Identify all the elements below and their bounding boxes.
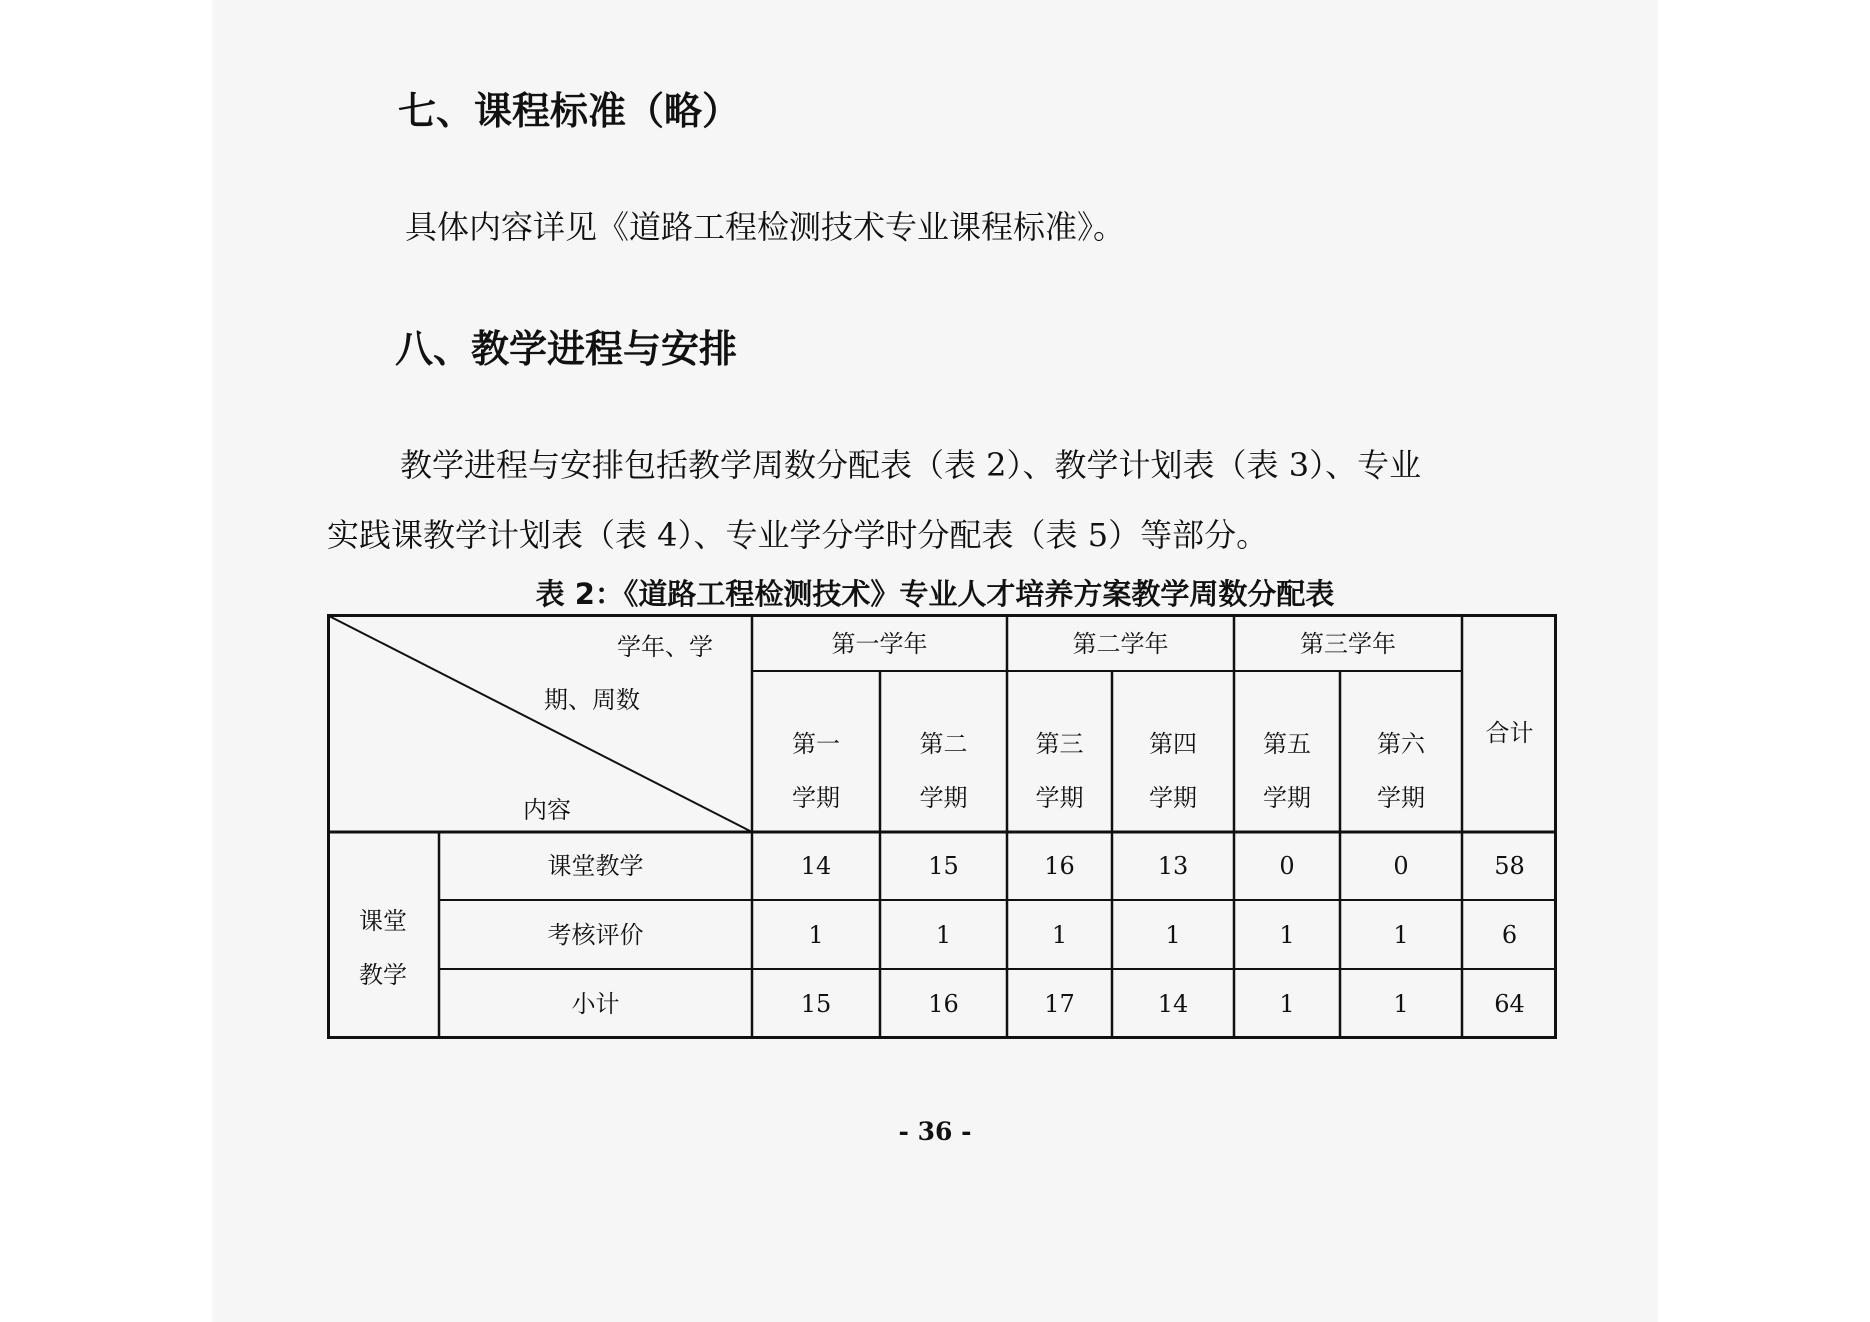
section-7-body: 具体内容详见《道路工程检测技术专业课程标准》。 [405,208,1126,246]
diag-label-bottom: 内容 [523,796,571,824]
diag-label-top: 学年、学 [617,633,713,661]
year-header-1: 第一学年 [831,630,928,658]
table-2-caption: 表 2：《道路工程检测技术》专业人才培养方案教学周数分配表 [535,577,1335,611]
group-cell-classroom-teaching: 课堂 教学 [359,907,407,989]
section-8-body-line-1: 教学进程与安排包括教学周数分配表（表 2）、教学计划表（表 3）、专业 [400,446,1422,484]
section-8-body-line-2: 实践课教学计划表（表 4）、专业学分学时分配表（表 5）等部分。 [327,516,1269,554]
table-cell: 16 [928,990,959,1018]
table-cell-total: 6 [1501,921,1518,949]
term-header-2: 第二 学期 [919,730,968,812]
row-label-assessment: 考核评价 [547,921,644,949]
table-cell: 0 [1393,852,1409,880]
table-cell: 1 [1279,921,1295,949]
year-header-2: 第二学年 [1072,630,1169,658]
table-cell: 1 [935,921,952,949]
table-cell: 1 [1279,990,1295,1018]
table-cell: 14 [800,852,832,880]
table-cell: 1 [1393,921,1409,949]
table-grid-lines [327,614,1557,1039]
table-cell: 1 [1393,990,1409,1018]
table-cell: 13 [1157,852,1189,880]
row-label-subtotal: 小计 [571,990,620,1018]
term-header-1: 第一 学期 [792,730,840,812]
table-cell: 16 [1044,852,1075,880]
row-label-classroom: 课堂教学 [547,852,644,880]
section-7-heading: 七、课程标准（略） [398,89,741,133]
term-header-6: 第六 学期 [1377,730,1425,812]
term-header-4: 第四 学期 [1149,730,1197,812]
table-cell: 17 [1044,990,1075,1018]
term-header-3: 第三 学期 [1035,730,1084,812]
table-cell-total: 58 [1494,852,1525,880]
diag-label-middle: 期、周数 [544,686,640,714]
section-8-heading: 八、教学进程与安排 [395,327,738,371]
year-header-3: 第三学年 [1300,630,1396,658]
table-cell: 1 [1051,921,1068,949]
term-header-5: 第五 学期 [1263,730,1311,812]
week-allocation-table [327,614,1557,1039]
table-cell: 14 [1157,990,1189,1018]
table-cell-total: 64 [1494,990,1525,1018]
table-cell: 1 [1165,921,1181,949]
table-cell: 15 [928,852,959,880]
page-number: - 36 - [898,1117,972,1146]
table-cell: 1 [808,921,824,949]
table-cell: 15 [800,990,832,1018]
total-header: 合计 [1485,719,1534,747]
table-cell: 0 [1279,852,1295,880]
